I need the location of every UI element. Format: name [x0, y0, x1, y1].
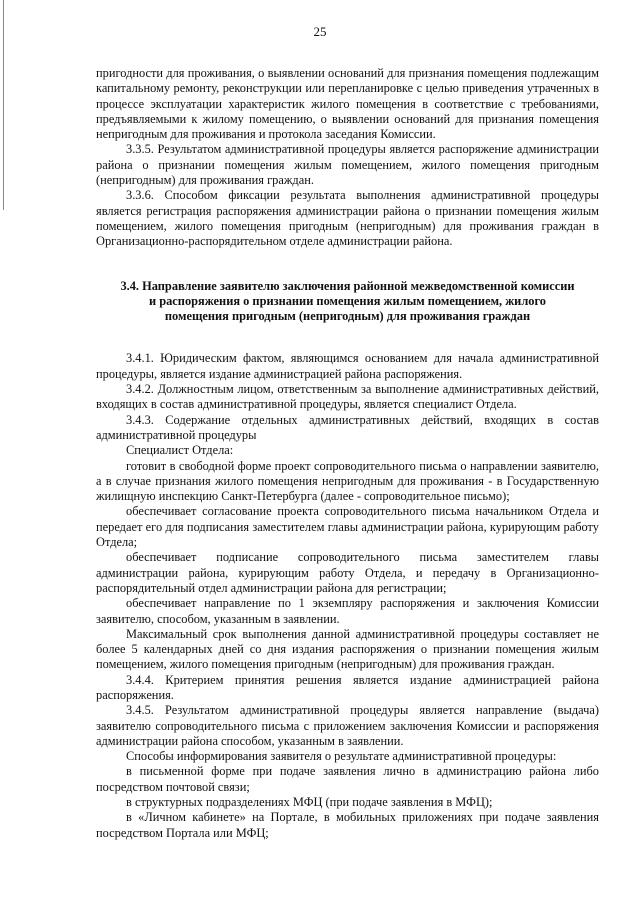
paragraph-3-3-6: 3.3.6. Способом фиксации результата выполнения административной процедуры является регистрация распоряжения администрации района о признании помещения жилым помещением, жилого помещения пригодным (непригодным) для проживания граждан в Организационно-распорядительном отделе администрации района.	[96, 188, 599, 249]
paragraph-mfc: в структурных подразделениях МФЦ (при подаче заявления в МФЦ);	[126, 795, 493, 810]
paragraph-3-4-5: 3.4.5. Результатом административной процедуры является направление (выдача) заявителю сопроводительного письма с приложением заключения Комиссии и распоряжения администрации района способом, указанным в заявлении.	[96, 703, 599, 748]
paragraph-personal-cabinet: в «Личном кабинете» на Портале, в мобильных приложениях при подаче заявления посредством Портала или МФЦ;	[96, 810, 599, 840]
paragraph-continuation: пригодности для проживания, о выявлении оснований для признания помещения подлежащим капитальному ремонту, реконструкции или перепланировке с целью приведения утраченных в процессе эксплуатации характеристик жилого помещения в соответствие с требованиями, предъявляемыми к жилому помещению, о выявлении оснований для признания помещения непригодным для проживания и протокола заседания Комиссии.	[96, 66, 599, 142]
document-body	[96, 66, 599, 841]
paragraph-signing: обеспечивает подписание сопроводительного письма заместителем главы администрации района, курирующим работу Отдела, и передачу в Организационно-распорядительный отдел администрации района для регистрации;	[96, 550, 599, 595]
paragraph-dispatch: обеспечивает направление по 1 экземпляру распоряжения и заключения Комиссии заявителю, способом, указанным в заявлении.	[96, 596, 599, 626]
paragraph-3-4-1: 3.4.1. Юридическим фактом, являющимся основанием для начала административной процедуры, является издание администрацией района распоряжения.	[96, 351, 599, 381]
paragraph-prepares-letter: готовит в свободной форме проект сопроводительного письма о направлении заявителю, а в случае признания жилого помещения непригодным для проживания - в Государственную жилищную инспекцию Санкт-Петербурга (далее - сопроводительное письмо);	[96, 458, 599, 504]
paragraph-3-3-5: 3.3.5. Результатом административной процедуры является распоряжение администрации района о признании помещения жилым помещением, жилого помещения пригодным (непригодным) для проживания граждан.	[96, 142, 599, 188]
paragraph-3-4-4: 3.4.4. Критерием принятия решения является издание администрацией района распоряжения.	[96, 672, 599, 702]
paragraph-3-4-3: 3.4.3. Содержание отдельных административных действий, входящих в состав административной процедуры	[96, 412, 599, 442]
paragraph-approval: обеспечивает согласование проекта сопроводительного письма начальником Отдела и передает его для подписания заместителем главы администрации района, курирующим работу Отдела;	[96, 504, 599, 550]
paragraph-specialist: Специалист Отдела:	[126, 443, 234, 458]
paragraph-3-4-2: 3.4.2. Должностным лицом, ответственным за выполнение административных действий, входящих в состав административной процедуры, является специалист Отдела.	[96, 382, 599, 412]
paragraph-max-term: Максимальный срок выполнения данной административной процедуры составляет не более 5 календарных дней со дня издания распоряжения о признании помещения жилым помещением, жилого помещения пригодным (непригодным) для проживания граждан.	[96, 626, 599, 672]
section-heading-3-4: 3.4. Направление заявителю заключения районной межведомственной комиссии и распоряжения о признании помещения жилым помещением, жилого помещения пригодным (непригодным) для проживания граждан	[120, 278, 575, 324]
paragraph-written-form: в письменной форме при подаче заявления лично в администрацию района либо посредством почтовой связи;	[96, 764, 599, 794]
page-number: 25	[313, 24, 327, 39]
paragraph-info-methods: Способы информирования заявителя о результате административной процедуры:	[126, 749, 557, 764]
